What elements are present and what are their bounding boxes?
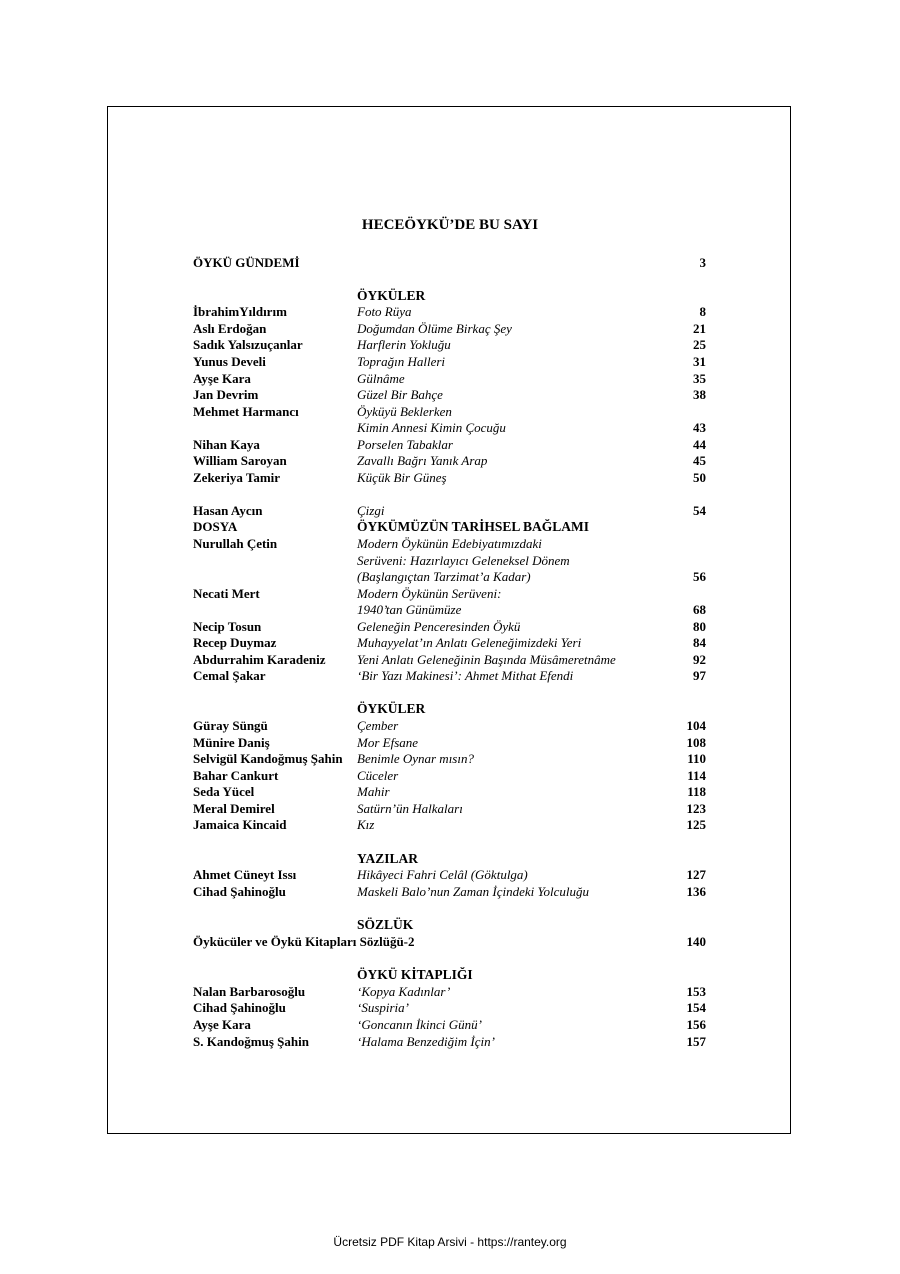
work-title: Gülnâme <box>357 371 405 386</box>
toc-row <box>0 933 900 950</box>
author-name: Bahar Cankurt <box>193 768 279 783</box>
author-name: Recep Duymaz <box>193 635 277 650</box>
toc-row <box>0 734 900 751</box>
toc-row <box>0 883 900 900</box>
work-title: Cüceler <box>357 768 399 783</box>
page-number: 35 <box>693 371 706 386</box>
author-name: Cemal Şakar <box>193 668 266 683</box>
page-number: 80 <box>693 619 706 634</box>
toc-row <box>0 1016 900 1033</box>
page-number: 127 <box>686 867 706 882</box>
toc-row <box>0 850 900 867</box>
work-title: Kimin Annesi Kimin Çocuğu <box>357 420 506 435</box>
author-name: Ayşe Kara <box>193 371 251 386</box>
page-number: 84 <box>693 635 706 650</box>
work-title: ‘Kopya Kadınlar’ <box>357 984 451 999</box>
page-number: 97 <box>693 668 706 683</box>
section-heading: YAZILAR <box>357 851 419 866</box>
work-title: Harflerin Yokluğu <box>357 337 451 352</box>
author-name: Cihad Şahinoğlu <box>193 1000 286 1015</box>
page-number: 38 <box>693 387 706 402</box>
toc-row <box>0 320 900 337</box>
author-name: Selvigül Kandoğmuş Şahin <box>193 751 343 766</box>
work-title: (Başlangıçtan Tarzimat’a Kadar) <box>357 569 531 584</box>
author-name: Jamaica Kincaid <box>193 817 287 832</box>
toc-row <box>0 353 900 370</box>
work-title: Satürn’ün Halkaları <box>357 801 463 816</box>
page-number: 43 <box>693 420 706 435</box>
author-name: Yunus Develi <box>193 354 266 369</box>
author-name: Nurullah Çetin <box>193 536 278 551</box>
author-name: Sadık Yalsızuçanlar <box>193 337 303 352</box>
page-number: 45 <box>693 453 706 468</box>
author-name: ÖYKÜ GÜNDEMİ <box>193 255 300 270</box>
toc-row <box>0 618 900 635</box>
author-name: Hasan Aycın <box>193 503 263 518</box>
footer-text: Ücretsiz PDF Kitap Arsivi - https://rantey.org <box>333 1235 567 1249</box>
page-number: 25 <box>693 337 706 352</box>
work-title: Zavallı Bağrı Yanık Arap <box>357 453 488 468</box>
work-title: ‘Suspiria’ <box>357 1000 409 1015</box>
toc-row <box>0 651 900 668</box>
author-name: Jan Devrim <box>193 387 259 402</box>
toc-row <box>0 469 900 486</box>
work-title: Hikâyeci Fahri Celâl (Göktulga) <box>357 867 528 882</box>
work-title: Çember <box>357 718 399 733</box>
page-number: 156 <box>686 1017 706 1032</box>
page-number: 123 <box>686 801 706 816</box>
work-title: Çizgi <box>357 503 385 518</box>
page-number: 56 <box>693 569 706 584</box>
toc-row <box>0 518 900 535</box>
work-title: Modern Öykünün Edebiyatımızdaki <box>357 536 542 551</box>
page-number: 136 <box>686 884 706 899</box>
toc-row <box>0 767 900 784</box>
page-number: 118 <box>687 784 706 799</box>
author-name: Öykücüler ve Öykü Kitapları Sözlüğü-2 <box>193 934 415 949</box>
toc-row <box>0 700 900 717</box>
toc-row <box>0 585 900 602</box>
page-number: 114 <box>687 768 706 783</box>
work-title: Benimle Oynar mısın? <box>357 751 474 766</box>
page-number: 108 <box>686 735 706 750</box>
author-name: Mehmet Harmancı <box>193 404 299 419</box>
author-name: Abdurrahim Karadeniz <box>193 652 326 667</box>
page-number: 8 <box>699 304 706 319</box>
page-number: 125 <box>686 817 706 832</box>
page-number: 92 <box>693 652 706 667</box>
section-heading: ÖYKÜ KİTAPLIĞI <box>357 967 473 982</box>
work-title: Mor Efsane <box>357 735 419 750</box>
page-number: 157 <box>686 1034 706 1049</box>
author-name: S. Kandoğmuş Şahin <box>193 1034 309 1049</box>
toc-row <box>0 568 900 585</box>
toc-row <box>0 800 900 817</box>
work-title: Maskeli Balo’nun Zaman İçindeki Yolculuğu <box>357 884 590 899</box>
author-name: Güray Süngü <box>193 718 268 733</box>
toc-row <box>0 552 900 569</box>
toc-row <box>0 1033 900 1050</box>
author-name: Meral Demirel <box>193 801 275 816</box>
toc-row <box>0 303 900 320</box>
author-name: Necip Tosun <box>193 619 262 634</box>
work-title: Güzel Bir Bahçe <box>357 387 443 402</box>
page-number: 50 <box>693 470 706 485</box>
author-name: Ahmet Cüneyt Issı <box>193 867 297 882</box>
author-name: Cihad Şahinoğlu <box>193 884 286 899</box>
toc-row <box>0 336 900 353</box>
section-heading: SÖZLÜK <box>357 917 414 932</box>
toc-row <box>0 403 900 420</box>
toc-row <box>0 983 900 1000</box>
page-number: 3 <box>699 255 706 270</box>
author-name: İbrahimYıldırım <box>193 304 287 319</box>
page-number: 54 <box>693 503 706 518</box>
toc-row <box>0 999 900 1016</box>
toc-row <box>0 502 900 519</box>
toc-row <box>0 667 900 684</box>
author-name: Nalan Barbarosoğlu <box>193 984 306 999</box>
author-name: Necati Mert <box>193 586 260 601</box>
toc-row <box>0 866 900 883</box>
toc-row <box>0 750 900 767</box>
author-name: Nihan Kaya <box>193 437 260 452</box>
author-name: Zekeriya Tamir <box>193 470 281 485</box>
toc-row <box>0 816 900 833</box>
work-title: Küçük Bir Güneş <box>357 470 447 485</box>
page-number: 68 <box>693 602 706 617</box>
toc-row <box>0 783 900 800</box>
toc-row <box>0 535 900 552</box>
work-title: Porselen Tabaklar <box>357 437 453 452</box>
work-title: Muhayyelat’ın Anlatı Geleneğimizdeki Yeri <box>357 635 582 650</box>
toc-row <box>0 452 900 469</box>
author-name: Ayşe Kara <box>193 1017 251 1032</box>
toc-row <box>0 436 900 453</box>
work-title: Toprağın Halleri <box>357 354 446 369</box>
toc-row <box>0 717 900 734</box>
author-name: Seda Yücel <box>193 784 255 799</box>
page-number: 21 <box>693 321 706 336</box>
work-title: Öyküyü Beklerken <box>357 404 452 419</box>
toc-row <box>0 370 900 387</box>
toc-row <box>0 634 900 651</box>
work-title: Serüveni: Hazırlayıcı Geleneksel Dönem <box>357 553 570 568</box>
toc-row <box>0 287 900 304</box>
work-title: Kız <box>357 817 375 832</box>
page-number: 44 <box>693 437 706 452</box>
toc-row <box>0 966 900 983</box>
work-title: Geleneğin Penceresinden Öykü <box>357 619 521 634</box>
author-name: DOSYA <box>193 519 238 534</box>
author-name: Aslı Erdoğan <box>193 321 267 336</box>
page-number: 104 <box>686 718 706 733</box>
page-number: 153 <box>686 984 706 999</box>
work-title: Mahir <box>357 784 390 799</box>
work-title: ‘Bir Yazı Makinesi’: Ahmet Mithat Efendi <box>357 668 574 683</box>
author-name: Münire Daniş <box>193 735 270 750</box>
work-title: ‘Goncanın İkinci Günü’ <box>357 1017 482 1032</box>
work-title: Foto Rüya <box>357 304 412 319</box>
work-title: 1940’tan Günümüze <box>357 602 462 617</box>
page-number: 154 <box>686 1000 706 1015</box>
toc-row <box>0 419 900 436</box>
work-title: ‘Halama Benzediğim İçin’ <box>357 1034 495 1049</box>
page-number: 31 <box>693 354 706 369</box>
page-number: 140 <box>686 934 706 949</box>
work-title: Yeni Anlatı Geleneğinin Başında Müsâmeretnâme <box>357 652 616 667</box>
toc-row <box>0 916 900 933</box>
page-number: 110 <box>687 751 706 766</box>
section-heading: ÖYKÜLER <box>357 288 426 303</box>
work-title: Modern Öykünün Serüveni: <box>357 586 502 601</box>
toc-row <box>0 254 900 271</box>
section-heading: ÖYKÜMÜZÜN TARİHSEL BAĞLAMI <box>357 519 590 534</box>
contents-title: HECEÖYKÜ’DE BU SAYI <box>361 217 539 233</box>
toc-row <box>0 386 900 403</box>
author-name: William Saroyan <box>193 453 287 468</box>
section-heading: ÖYKÜLER <box>357 701 426 716</box>
toc-row <box>0 601 900 618</box>
work-title: Doğumdan Ölüme Birkaç Şey <box>357 321 512 336</box>
